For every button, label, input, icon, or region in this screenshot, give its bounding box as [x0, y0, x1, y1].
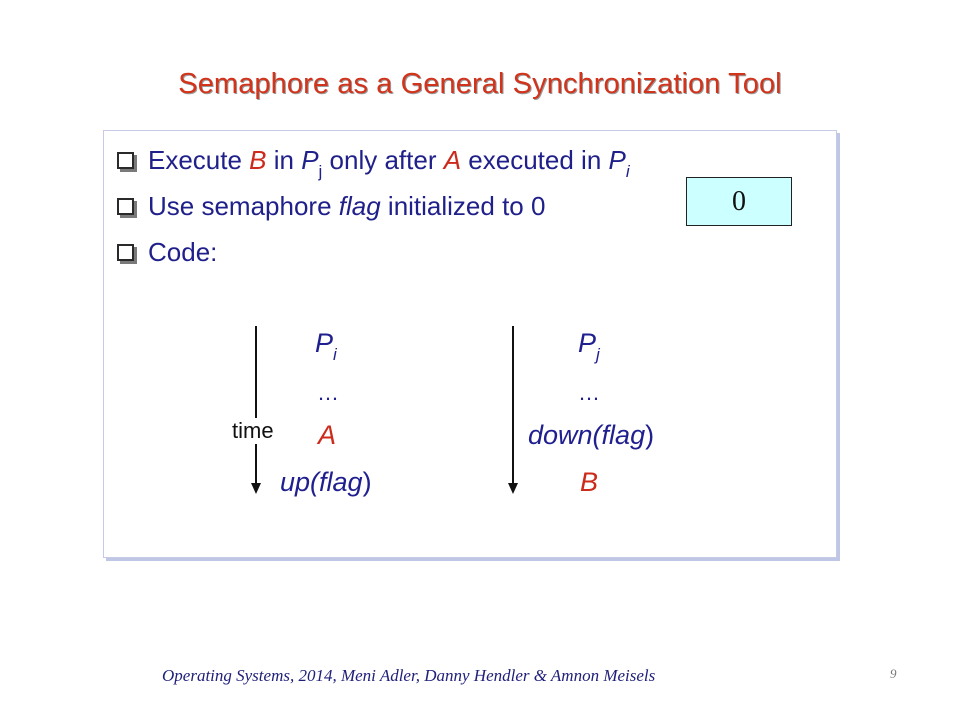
subscript-j: j — [318, 162, 323, 181]
arrow-down-icon — [508, 483, 518, 494]
time-arrow-left — [255, 326, 257, 484]
bullet-text — [148, 145, 630, 179]
process-subscript: i — [333, 345, 337, 364]
close-paren: ) — [362, 467, 372, 497]
process-j-down-flag — [528, 420, 654, 451]
process-i-up-flag — [280, 467, 372, 498]
flag-value-box: 0 — [686, 177, 792, 226]
text-segment: Use semaphore — [148, 191, 339, 221]
subscript-i: i — [625, 162, 630, 181]
up-call: up( — [280, 467, 320, 497]
text-segment: executed in — [461, 145, 609, 175]
bullet-square-icon — [117, 198, 134, 215]
process-b-ref: B — [249, 145, 267, 175]
process-j-ellipsis: … — [578, 380, 601, 405]
time-arrow-right — [512, 326, 514, 484]
flag-arg: flag — [319, 467, 363, 497]
arrow-down-icon — [251, 483, 261, 494]
process-subscript: j — [596, 345, 600, 364]
process-p-ref: P — [301, 145, 319, 175]
process-name: P — [578, 328, 597, 358]
page-number: 9 — [890, 666, 897, 681]
text-segment: in — [266, 145, 302, 175]
process-a-ref: A — [443, 145, 462, 175]
flag-arg: flag — [601, 420, 646, 450]
process-name: P — [315, 328, 334, 358]
slide-title: Semaphore as a General Synchronization Tool — [178, 68, 782, 100]
bullet-square-icon — [117, 152, 134, 169]
process-i-ellipsis: … — [317, 380, 340, 405]
time-label: time — [232, 418, 274, 443]
process-j-step-b: B — [580, 467, 599, 497]
process-i-step-a: A — [318, 420, 337, 450]
process-j-header — [578, 328, 600, 364]
down-call: down( — [528, 420, 602, 450]
bullet-text: Code: — [148, 237, 218, 267]
bullet-text — [148, 191, 545, 221]
text-segment: Execute — [148, 145, 250, 175]
close-paren: ) — [645, 420, 655, 450]
text-segment: only after — [322, 145, 444, 175]
process-p-ref: P — [608, 145, 626, 175]
flag-ref: flag — [338, 191, 381, 221]
text-segment: initialized to 0 — [380, 191, 546, 221]
bullet-square-icon — [117, 244, 134, 261]
process-i-header — [315, 328, 337, 364]
footer-credit: Operating Systems, 2014, Meni Adler, Danny Hendler & Amnon Meisels — [162, 666, 656, 685]
